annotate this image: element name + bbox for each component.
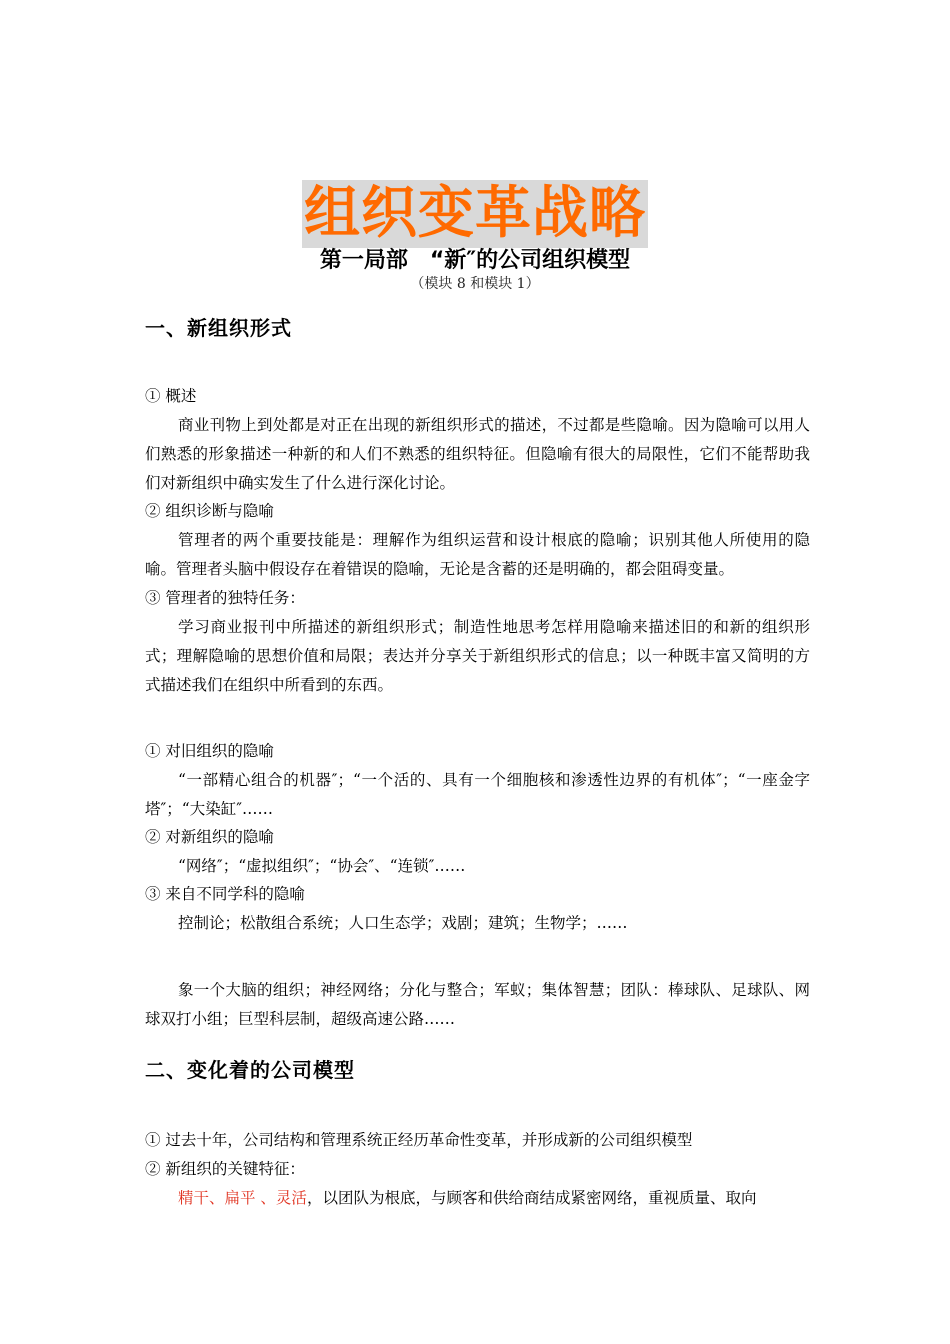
overview-paragraph: 商业刊物上到处都是对正在出现的新组织形式的描述，不过都是些隐喻。因为隐喻可以用人们熟悉的形象描述一种新的和人们不熟悉的组织特征。但隐喻有很大的局限性，它们不能帮助我们对新组织中确实发生了什么进行深化讨论。 (145, 416, 810, 492)
closing-paragraph: 象一个大脑的组织；神经网络；分化与整合；军蚁；集体智慧；团队：棒球队、足球队、网球双打小组；巨型科层制，超级高速公路…… (145, 981, 810, 1028)
document-title: 组织变革战略 (304, 181, 646, 246)
section-heading-2: 二、变化着的公司模型 (145, 1058, 355, 1082)
key-features-text (145, 1184, 810, 1213)
manager-task-label: ③ 管理者的独特任务： (145, 589, 305, 607)
diagnosis-paragraph: 管理者的两个重要技能是：理解作为组织运营和设计根底的隐喻；识别其他人所使用的隐喻。管理者头脑中假设存在着错误的隐喻，无论是含蓄的还是明确的，都会阻碍变量。 (145, 531, 810, 578)
manager-task-paragraph: 学习商业报刊中所描述的新组织形式；制造性地思考怎样用隐喻来描述旧的和新的组织形式；理解隐喻的思想价值和局限；表达并分享关于新组织形式的信息；以一种既丰富又简明的方式描述我们在组织中所看到的东西。 (145, 618, 810, 694)
reform-paragraph: ① 过去十年，公司结构和管理系统正经历革命性变革，并形成新的公司组织模型 (145, 1131, 693, 1149)
overview-label: ① 概述 (145, 387, 197, 405)
key-features-label: ② 新组织的关键特征： (145, 1160, 305, 1178)
module-note: （模块 8 和模块 1） (410, 276, 540, 292)
new-metaphor-text: “网络″；“虚拟组织″；“协会″、“连锁″…… (178, 857, 466, 875)
discipline-metaphor-text: 控制论；松散组合系统；人口生态学；戏剧；建筑；生物学；…… (178, 914, 628, 932)
section-heading-1: 一、新组织形式 (145, 316, 292, 340)
discipline-metaphor-label: ③ 来自不同学科的隐喻 (145, 885, 305, 903)
old-metaphor-text: “一部精心组合的机器″；“一个活的、具有一个细胞核和渗透性边界的有机体″；“一座金字塔″；“大染缸″…… (145, 771, 810, 818)
key-features-rest: ，以团队为根底，与顾客和供给商结成紧密网络，重视质量、取向 (306, 1189, 757, 1207)
document-subtitle: 第一局部 “新″的公司组织模型 (319, 248, 631, 273)
new-metaphor-label: ② 对新组织的隐喻 (145, 828, 274, 846)
old-metaphor-label: ① 对旧组织的隐喻 (145, 742, 274, 760)
key-features-highlight: 精干、扁平 、灵活 (178, 1189, 307, 1207)
diagnosis-label: ② 组织诊断与隐喻 (145, 502, 274, 520)
